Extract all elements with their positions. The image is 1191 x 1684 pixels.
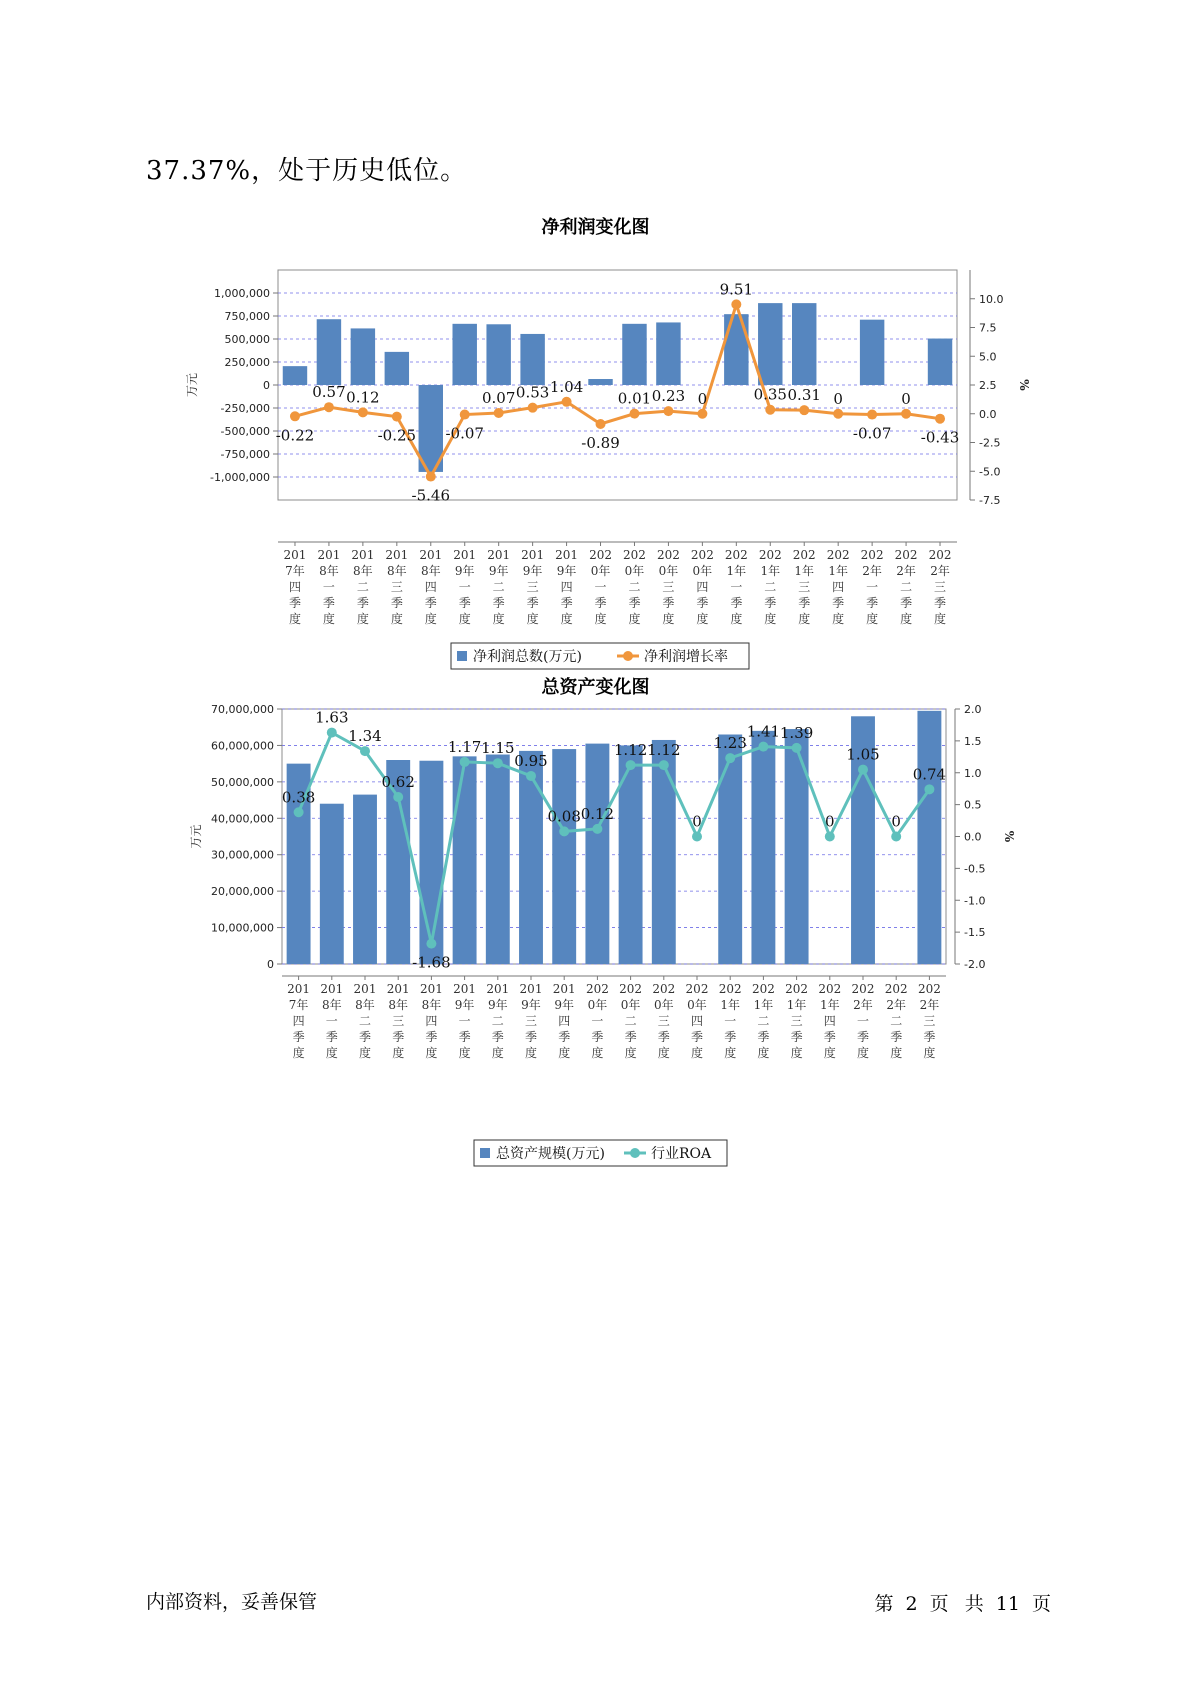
x-tick-label: 202 1年二季度	[751, 982, 775, 1060]
bar	[519, 751, 543, 964]
y2-tick-label: 2.0	[964, 703, 982, 716]
line-point	[629, 409, 639, 419]
data-label: 1.05	[846, 745, 880, 764]
legend-bar-swatch	[457, 651, 467, 661]
data-label: 0.53	[515, 383, 550, 402]
page-number: 第 2 页	[874, 1593, 949, 1615]
legend-bar-label: 净利润总数(万元)	[473, 649, 582, 665]
bar	[585, 744, 609, 964]
line-point	[392, 412, 402, 422]
x-tick-label: 202 0年四季度	[690, 548, 714, 626]
x-tick-label: 202 0年三季度	[652, 982, 676, 1060]
x-tick-label: 201 9年三季度	[521, 548, 545, 626]
line-point	[426, 939, 436, 949]
y2-tick-label: 1.0	[964, 766, 982, 780]
data-label: 0.38	[281, 788, 316, 807]
y2-tick-label: 1.5	[964, 734, 982, 748]
chart-title-net-profit: 净利润变化图	[541, 217, 650, 238]
data-label: 0.01	[617, 389, 652, 408]
y-tick-label: 20,000,000	[211, 885, 274, 899]
line-point	[528, 403, 538, 413]
bar	[928, 339, 952, 385]
data-label: 0	[891, 812, 901, 831]
x-tick-label: 202 0年一季度	[589, 548, 612, 626]
bar	[917, 711, 941, 964]
y2-axis-title: %	[1017, 379, 1031, 391]
x-tick-label: 202 1年四季度	[826, 548, 850, 626]
line-point	[792, 743, 802, 753]
data-label: 0.62	[381, 772, 415, 791]
line-point	[758, 742, 768, 752]
bar	[785, 729, 809, 964]
line-point	[290, 411, 300, 421]
y2-tick-label: 7.5	[979, 321, 997, 335]
x-tick-label: 202 2年三季度	[928, 548, 952, 626]
line-point	[825, 832, 835, 842]
y2-tick-label: 0.5	[964, 798, 982, 812]
data-label: 0	[825, 812, 835, 831]
y2-tick-label: 2.5	[979, 379, 997, 392]
bar	[385, 352, 409, 385]
x-tick-label: 202 1年二季度	[758, 548, 782, 626]
y-tick-label: 0	[263, 379, 270, 392]
x-tick-label: 201 8年一季度	[320, 982, 344, 1060]
y-tick-label: 750,000	[224, 310, 270, 323]
line-point	[592, 824, 602, 834]
line-point	[358, 407, 368, 417]
line-point	[833, 409, 843, 419]
data-label: 0	[697, 389, 708, 408]
x-tick-label: 201 8年三季度	[386, 982, 410, 1060]
y-tick-label: -1,000,000	[210, 471, 270, 484]
y-tick-label: 50,000,000	[211, 775, 274, 789]
line-point	[799, 405, 809, 415]
x-tick-label: 201 7年四季度	[287, 982, 311, 1060]
data-label: 1.12	[647, 741, 681, 760]
bar	[283, 366, 307, 385]
bar	[588, 379, 612, 385]
data-label: -0.22	[275, 426, 315, 445]
x-tick-label: 202 0年二季度	[623, 548, 646, 626]
data-label: 1.04	[549, 377, 584, 396]
y2-tick-label: -1.5	[964, 926, 986, 940]
legend-line-marker	[623, 651, 633, 661]
bar	[317, 319, 341, 385]
bar	[758, 303, 782, 385]
bar	[351, 328, 375, 385]
data-label: 0.08	[547, 807, 581, 826]
data-label: 0.31	[787, 386, 821, 405]
line-point	[460, 410, 470, 420]
y-tick-label: 70,000,000	[211, 703, 274, 716]
bar	[751, 731, 775, 964]
x-tick-label: 201 9年一季度	[453, 982, 477, 1060]
y-tick-label: 250,000	[224, 356, 270, 369]
x-tick-label: 202 0年一季度	[585, 982, 609, 1060]
intro-text: 37.37%，处于历史低位。	[146, 156, 468, 186]
data-label: -0.89	[581, 433, 620, 452]
line-point	[891, 832, 901, 842]
line-point	[626, 760, 636, 770]
legend-bar-label: 总资产规模(万元)	[496, 1146, 605, 1162]
y-tick-label: 60,000,000	[211, 739, 274, 753]
data-label: 1.34	[348, 727, 382, 746]
data-label: -0.25	[377, 426, 417, 445]
data-label: 1.12	[613, 741, 648, 760]
x-tick-label: 202 0年二季度	[619, 982, 643, 1060]
data-label: -0.43	[920, 428, 960, 447]
legend-line-label: 净利润增长率	[644, 649, 728, 665]
x-tick-label: 202 1年三季度	[792, 548, 816, 626]
bar	[724, 314, 748, 385]
data-label: 0.23	[651, 387, 686, 406]
y-axis-title: 万元	[185, 372, 199, 398]
data-label: 0.12	[346, 388, 380, 407]
page-total: 共 11 页	[964, 1593, 1051, 1615]
line-point	[725, 753, 735, 763]
y2-axis-title: %	[1002, 830, 1016, 843]
line-point	[494, 408, 504, 418]
x-tick-label: 201 9年二季度	[486, 982, 510, 1060]
x-tick-label: 202 2年二季度	[894, 548, 918, 626]
line-point	[765, 405, 775, 415]
legend-bar-swatch	[480, 1148, 490, 1158]
y-tick-label: 40,000,000	[211, 812, 274, 826]
bar	[656, 322, 680, 385]
y-tick-label: -500,000	[220, 425, 270, 438]
data-label: 1.39	[779, 723, 814, 742]
y-tick-label: 30,000,000	[211, 848, 274, 862]
line-point	[327, 728, 337, 738]
data-label: 0	[692, 812, 702, 831]
bar	[718, 735, 742, 965]
x-tick-label: 201 8年一季度	[317, 548, 341, 626]
data-label: -1.68	[412, 953, 451, 972]
total-assets-chart	[0, 700, 1191, 1162]
line-point	[493, 758, 503, 768]
x-tick-label: 202 2年三季度	[917, 982, 941, 1060]
line-point	[562, 397, 572, 407]
x-tick-label: 202 0年三季度	[656, 548, 680, 626]
x-tick-label: 201 8年四季度	[419, 548, 443, 626]
line-point	[663, 406, 673, 416]
line-point	[692, 832, 702, 842]
y-tick-label: 1,000,000	[214, 287, 270, 300]
data-label: 0	[901, 389, 911, 408]
data-label: 0.74	[912, 765, 947, 784]
y2-tick-label: -5.0	[979, 465, 1001, 479]
x-tick-label: 202 1年一季度	[718, 982, 742, 1060]
line-point	[858, 765, 868, 775]
line-point	[324, 402, 334, 412]
x-tick-label: 201 9年二季度	[487, 548, 511, 626]
line-point	[393, 792, 403, 802]
data-label: 0.95	[514, 751, 548, 770]
bar	[792, 303, 816, 385]
footer-confidential: 内部资料，妥善保管	[146, 1591, 318, 1613]
bar	[486, 755, 510, 964]
bar	[552, 749, 576, 964]
x-tick-label: 201 9年四季度	[555, 548, 579, 626]
data-label: 0.35	[753, 385, 787, 404]
footer-page-info	[871, 1589, 1051, 1616]
line-point	[867, 410, 877, 420]
y2-tick-label: 5.0	[979, 350, 997, 364]
data-label: 1.15	[481, 739, 515, 758]
x-tick-label: 202 2年一季度	[860, 548, 884, 626]
x-tick-label: 202 2年二季度	[884, 982, 908, 1060]
legend-line-marker	[630, 1148, 640, 1158]
data-label: 0.12	[580, 804, 615, 823]
x-tick-label: 201 8年二季度	[353, 982, 377, 1060]
data-label: -0.07	[852, 424, 892, 443]
line-point	[360, 746, 370, 756]
line-point	[731, 299, 741, 309]
y-tick-label: 10,000,000	[211, 921, 274, 935]
x-tick-label: 202 1年四季度	[818, 982, 842, 1060]
data-label: 1.23	[713, 734, 747, 753]
bar	[453, 324, 477, 385]
bar	[320, 804, 344, 964]
line-point	[294, 807, 304, 817]
line-point	[659, 760, 669, 770]
data-label: 9.51	[719, 280, 754, 299]
line-point	[559, 826, 569, 836]
line-point	[596, 419, 606, 429]
bar	[622, 324, 646, 385]
line-point	[460, 757, 470, 767]
x-tick-label: 202 1年三季度	[785, 982, 809, 1060]
y2-tick-label: -2.5	[979, 436, 1001, 450]
data-label: 1.17	[447, 737, 482, 756]
x-tick-label: 201 8年二季度	[351, 548, 375, 626]
y2-tick-label: 0.0	[979, 407, 997, 421]
y-tick-label: -750,000	[220, 448, 270, 461]
y-axis-title: 万元	[189, 824, 203, 849]
bar	[652, 740, 676, 964]
line-point	[526, 771, 536, 781]
x-tick-label: 201 9年四季度	[552, 982, 576, 1060]
bar	[453, 756, 477, 964]
x-tick-label: 201 8年四季度	[419, 982, 443, 1060]
x-tick-label: 201 9年一季度	[453, 548, 477, 626]
net-profit-chart	[0, 240, 1191, 670]
x-tick-label: 202 2年一季度	[851, 982, 875, 1060]
x-tick-label: 201 9年三季度	[519, 982, 543, 1060]
line-point	[924, 784, 934, 794]
line-point	[426, 472, 436, 482]
y-tick-label: 500,000	[224, 333, 270, 346]
line-point	[935, 414, 945, 424]
data-label: 0.57	[312, 383, 346, 402]
chart-title-total-assets: 总资产变化图	[541, 677, 650, 698]
y2-tick-label: -2.0	[964, 958, 986, 971]
data-label: 0	[833, 389, 843, 408]
x-tick-label: 202 0年四季度	[685, 982, 709, 1060]
y2-tick-label: 10.0	[979, 292, 1004, 306]
line-point	[901, 409, 911, 419]
x-tick-label: 201 8年三季度	[385, 548, 409, 626]
line-point	[697, 409, 707, 419]
x-tick-label: 202 1年一季度	[724, 548, 748, 626]
bar	[486, 324, 510, 385]
x-tick-label: 201 7年四季度	[283, 548, 307, 626]
y-tick-label: -250,000	[220, 402, 270, 415]
bar	[860, 320, 884, 385]
y2-tick-label: -0.5	[964, 862, 986, 876]
data-label: -5.46	[411, 486, 451, 505]
bar	[419, 761, 443, 964]
bar	[353, 795, 377, 964]
y2-tick-label: -7.5	[979, 494, 1001, 507]
legend-line-label: 行业ROA	[651, 1146, 712, 1162]
bar	[520, 334, 544, 385]
y-tick-label: 0	[267, 958, 274, 971]
data-label: 1.63	[315, 708, 349, 727]
y2-tick-label: -1.0	[964, 894, 986, 908]
data-label: 1.41	[746, 722, 781, 741]
data-label: 0.07	[481, 388, 516, 407]
data-label: -0.07	[445, 424, 484, 443]
y2-tick-label: 0.0	[964, 830, 982, 844]
